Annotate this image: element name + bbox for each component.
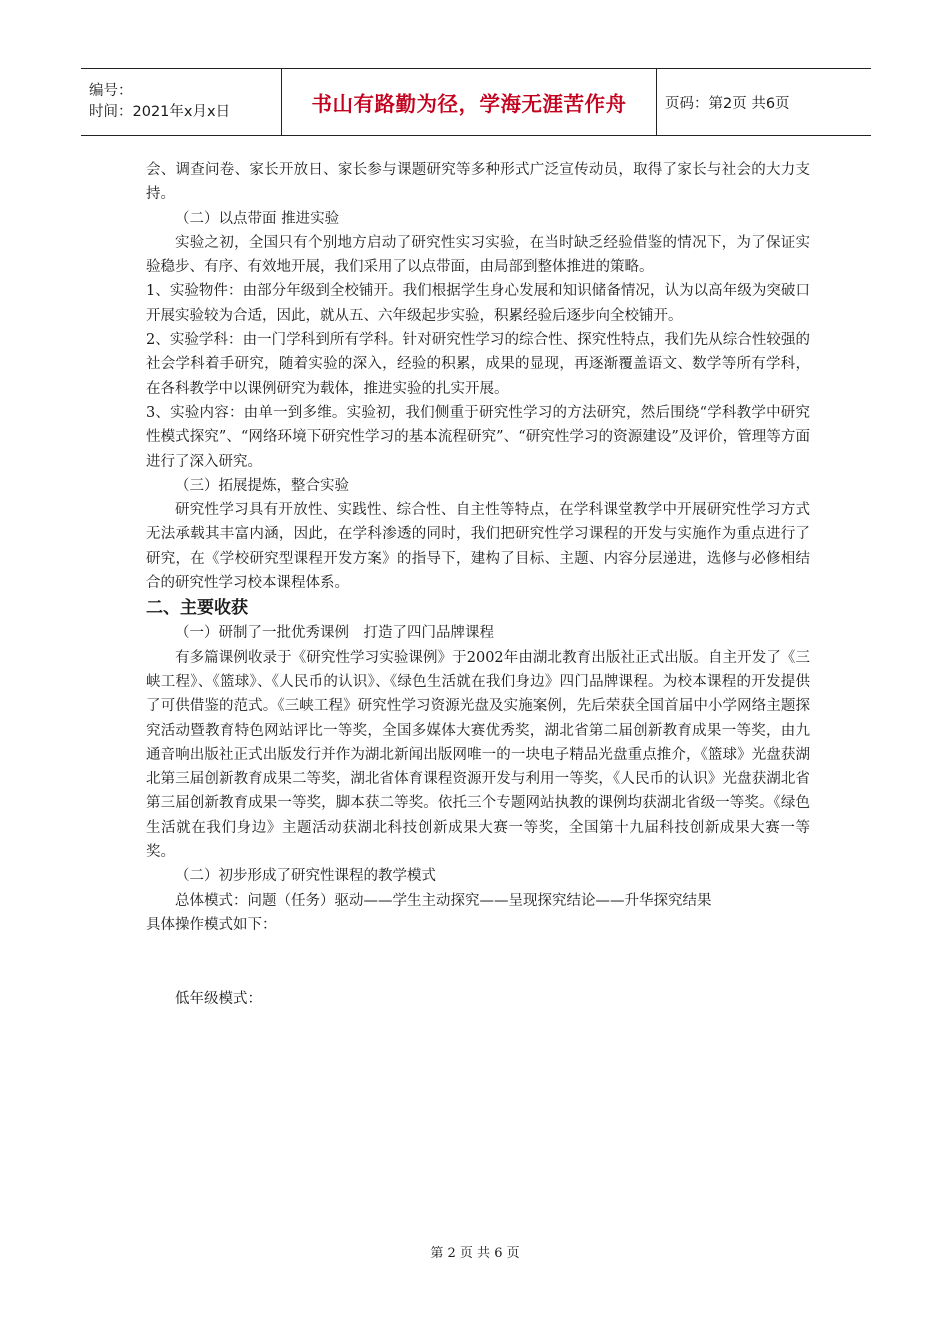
subsection-title-3: （三）拓展提炼，整合实验 — [175, 477, 349, 494]
document-body — [146, 158, 810, 1012]
paragraph-operation-model: 具体操作模式如下： — [146, 916, 277, 933]
subsection-title-2: （二）以点带面 推进实验 — [175, 210, 340, 227]
paragraph-awards: 有多篇课例收录于《研究性学习实验课例》于2002年由湖北教育出版社正式出版。自主开发了《三峡工程》、《篮球》、《人民币的认识》、《绿色生活就在我们身边》四门品牌课程。为校本课程的开发提供了可供借鉴的范式。《三峡工程》研究性学习资源光盘及实施案例，先后荣获全国首届中小学网络主题探究活动暨教育特色网站评比一等奖，全国多媒体大赛优秀奖，湖北省第二届创新教育成果一等奖，由九通音响出版社正式出版发行并作为湖北新闻出版网唯一的一块电子精品光盘重点推介，《篮球》光盘获湖北第三届创新教育成果二等奖，湖北省体育课程资源开发与利用一等奖，《人民币的认识》光盘获湖北省第三届创新教育成果一等奖，脚本获二等奖。依托三个专题网站执教的课例均获湖北省级一等奖。《绿色生活就在我们身边》主题活动获湖北科技创新成果大赛一等奖，全国第十九届科技创新成果大赛一等奖。 — [146, 649, 810, 861]
list-item-1: 1、实验物件：由部分年级到全校铺开。我们根据学生身心发展和知识储备情况，认为以高年级为突破口开展实验较为合适，因此，就从五、六年级起步实验，积累经验后逐步向全校铺开。 — [146, 283, 810, 324]
subsection-title-2-1: （一）研制了一批优秀课例 打造了四门品牌课程 — [175, 625, 494, 642]
section-title-main-results: 二、主要收获 — [146, 598, 248, 619]
paragraph-lower-grade-model: 低年级模式： — [175, 991, 262, 1008]
header-page-info: 页码：第2页 共6页 — [665, 95, 790, 112]
header-motto-cell — [281, 69, 657, 135]
paragraph-strategy: 实验之初，全国只有个别地方启动了研究性实习实验，在当时缺乏经验借鉴的情况下，为了保证实验稳步、有序、有效地开展，我们采用了以点带面，由局部到整体推进的策略。 — [146, 234, 810, 276]
document-date-label: 时间：2021年x月x日 — [89, 104, 231, 120]
paragraph-general-model: 总体模式：问题（任务）驱动——学生主动探究——呈现探究结论——升华探究结果 — [175, 892, 712, 909]
header-page-cell — [657, 69, 871, 135]
paragraph-continued: 会、调查问卷、家长开放日、家长参与课题研究等多种形式广泛宣传动员，取得了家长与社会的大力支持。 — [146, 162, 810, 203]
paragraph-course-system: 研究性学习具有开放性、实践性、综合性、自主性等特点，在学科课堂教学中开展研究性学习方式无法承载其丰富内涵，因此，在学科渗透的同时，我们把研究性学习课程的开发与实施作为重点进行了研究，在《学校研究型课程开发方案》的指导下，建构了目标、主题、内容分层递进，选修与必修相结合的研究性学习校本课程体系。 — [146, 502, 810, 592]
header-meta — [81, 69, 281, 135]
list-item-2: 2、实验学科：由一门学科到所有学科。针对研究性学习的综合性、探究性特点，我们先从综合性较强的社会学科着手研究，随着实验的深入，经验的积累，成果的显现，再逐渐覆盖语文、数学等所有学科，在各科教学中以课例研究为载体，推进实验的扎实开展。 — [146, 332, 810, 397]
blank-gap — [146, 937, 810, 987]
document-number-label: 编号： — [89, 83, 133, 99]
list-item-3: 3、实验内容：由单一到多维。实验初，我们侧重于研究性学习的方法研究，然后围绕“学科教学中研究性模式探究”、“网络环境下研究性学习的基本流程研究”、“研究性学习的资源建设”及评价，管理等方面进行了深入研究。 — [146, 404, 810, 470]
page-footer: 第 2 页 共 6 页 — [430, 1246, 520, 1261]
page-header — [81, 68, 871, 136]
subsection-title-2-2: （二）初步形成了研究性课程的教学模式 — [175, 868, 436, 885]
header-motto: 书山有路勤为径，学海无涯苦作舟 — [311, 92, 627, 116]
